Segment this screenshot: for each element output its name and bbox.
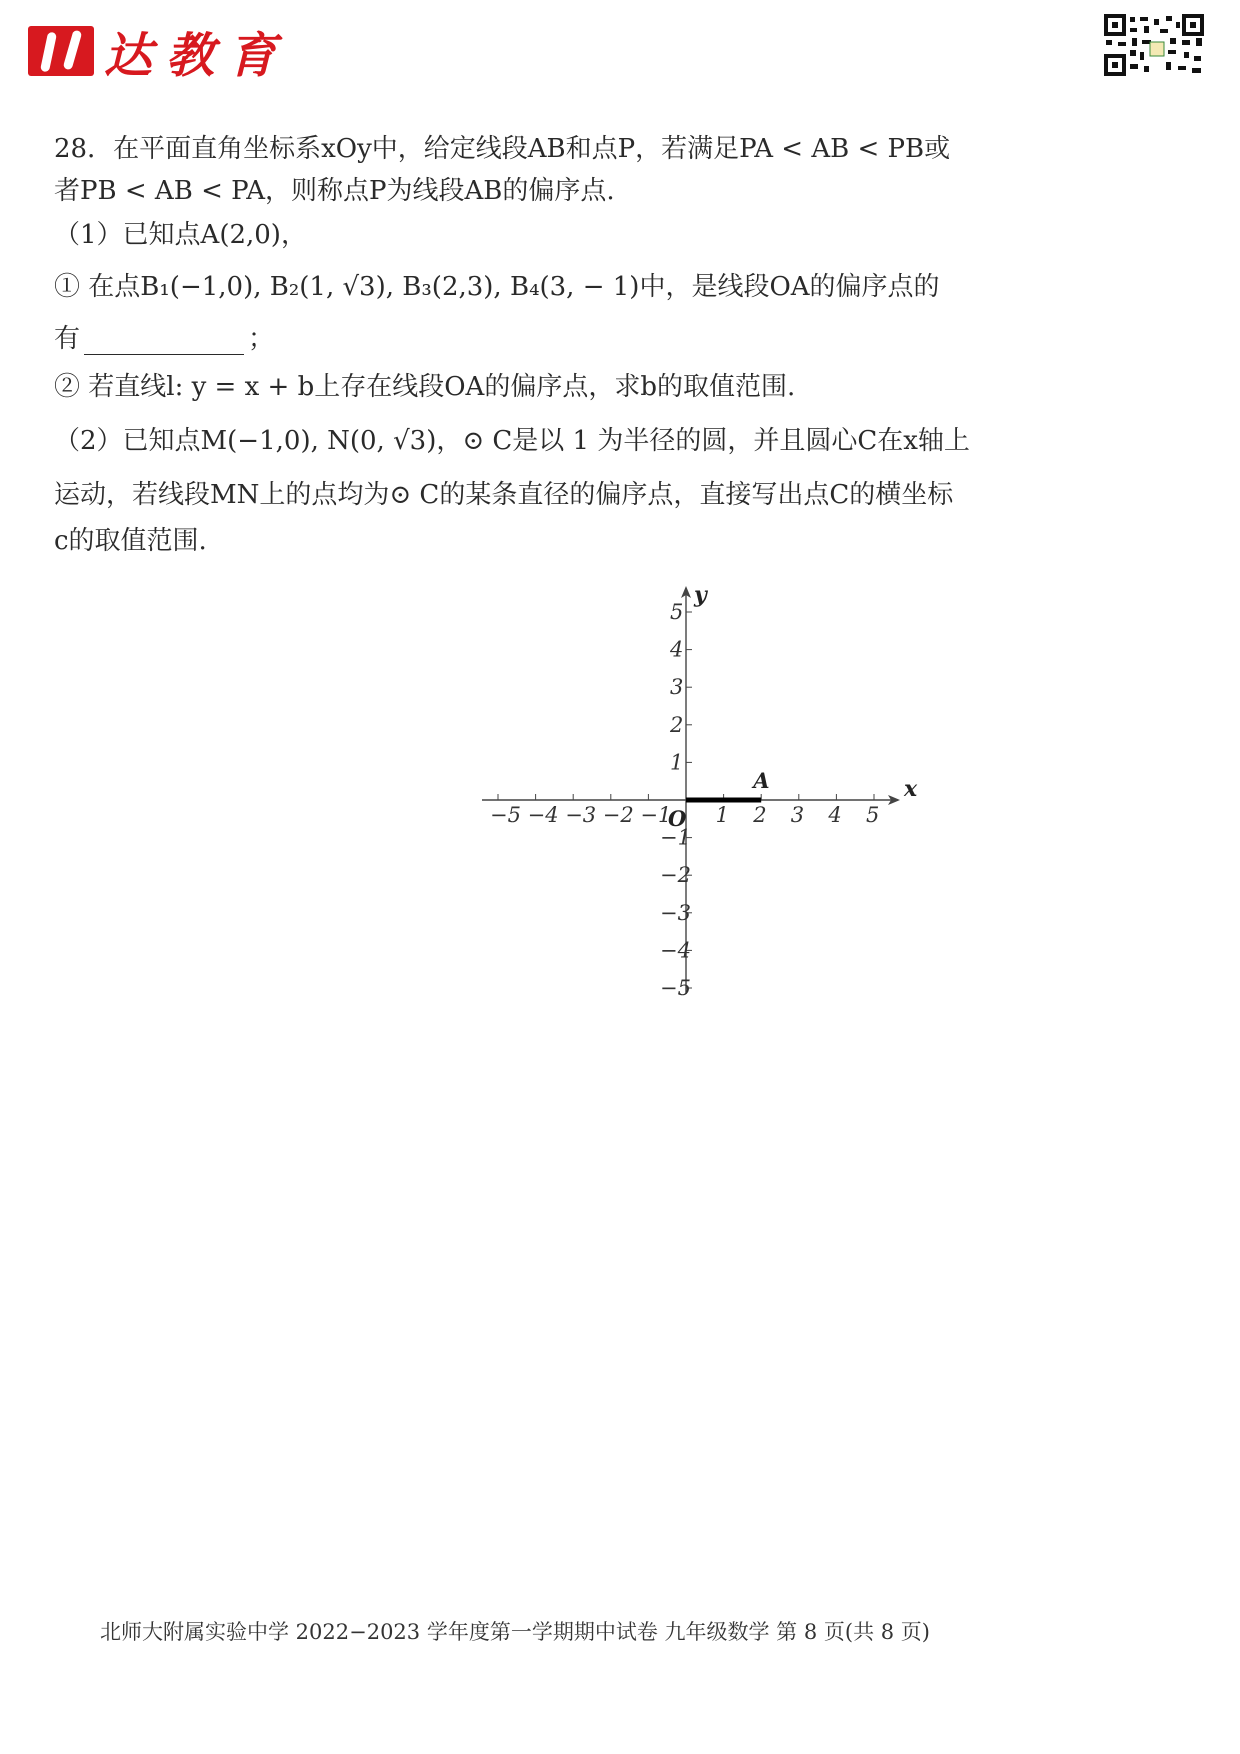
axes bbox=[482, 582, 918, 1000]
question-1-prefix: 有 bbox=[54, 324, 81, 354]
point-a-label: A bbox=[753, 768, 770, 793]
logo-text: 达教育 bbox=[104, 27, 291, 84]
x-tick-label: 2 bbox=[753, 803, 767, 827]
x-tick-label: −4 bbox=[527, 803, 559, 827]
x-axis-label: x bbox=[904, 776, 918, 802]
y-tick-label: 1 bbox=[670, 750, 684, 775]
y-tick-label: 5 bbox=[670, 600, 684, 624]
question-2-line: ② 若直线l: y = x + b上存在线段OA的偏序点，求b的取值范围. bbox=[54, 372, 796, 402]
question-1-line-1: ① 在点B₁(−1,0), B₂(1, √3), B₃(2,3), B₄(3, − 1)中，是线段OA的偏序点的 bbox=[54, 272, 940, 302]
x-tick-label: 3 bbox=[790, 803, 805, 827]
answer-blank[interactable] bbox=[84, 332, 244, 355]
logo bbox=[28, 22, 291, 84]
x-tick-label: −2 bbox=[602, 803, 634, 827]
y-tick-label: 3 bbox=[670, 675, 684, 700]
part-2-line-1: （2）已知点M(−1,0), N(0, √3)，⊙ C是以 1 为半径的圆，并且圆心C在x轴上 bbox=[54, 426, 970, 456]
x-tick-label: 5 bbox=[866, 803, 880, 827]
x-tick-label: −3 bbox=[565, 803, 597, 827]
question-1-suffix: ； bbox=[248, 324, 275, 354]
part-1-label: （1）已知点A(2,0)， bbox=[54, 220, 307, 250]
y-axis-label: y bbox=[694, 582, 707, 608]
part-2-line-2: 运动，若线段MN上的点均为⊙ C的某条直径的偏序点，直接写出点C的横坐标 bbox=[54, 480, 954, 510]
x-tick-label: 1 bbox=[715, 803, 729, 827]
coordinate-grid bbox=[490, 582, 1040, 1158]
y-tick-label: −1 bbox=[660, 825, 691, 850]
y-tick-label: 2 bbox=[670, 712, 684, 737]
y-tick-label: −4 bbox=[660, 938, 691, 963]
question-1-line-2 bbox=[54, 318, 274, 355]
x-tick-label: −1 bbox=[640, 803, 672, 827]
part-2-line-3: c的取值范围. bbox=[54, 526, 207, 556]
problem-stem-line-1: 28．在平面直角坐标系xOy中，给定线段AB和点P，若满足PA < AB < PB或 bbox=[54, 134, 951, 164]
x-tick-label: −5 bbox=[490, 803, 521, 827]
problem-stem-line-2: 者PB < AB < PA，则称点P为线段AB的偏序点. bbox=[54, 176, 615, 206]
logo-mark-icon bbox=[28, 26, 94, 76]
origin-label: O bbox=[668, 806, 687, 831]
page-footer: 北师大附属实验中学 2022−2023 学年度第一学期期中试卷 九年级数学 第 8 页(共 8 页) bbox=[100, 1620, 930, 1644]
qr-code-icon bbox=[1104, 14, 1204, 76]
y-tick-label: −5 bbox=[660, 976, 691, 1000]
y-tick-label: 4 bbox=[670, 637, 684, 662]
y-tick-label: −3 bbox=[660, 900, 691, 925]
y-tick-label: −2 bbox=[660, 863, 691, 888]
x-tick-label: 4 bbox=[828, 803, 842, 827]
